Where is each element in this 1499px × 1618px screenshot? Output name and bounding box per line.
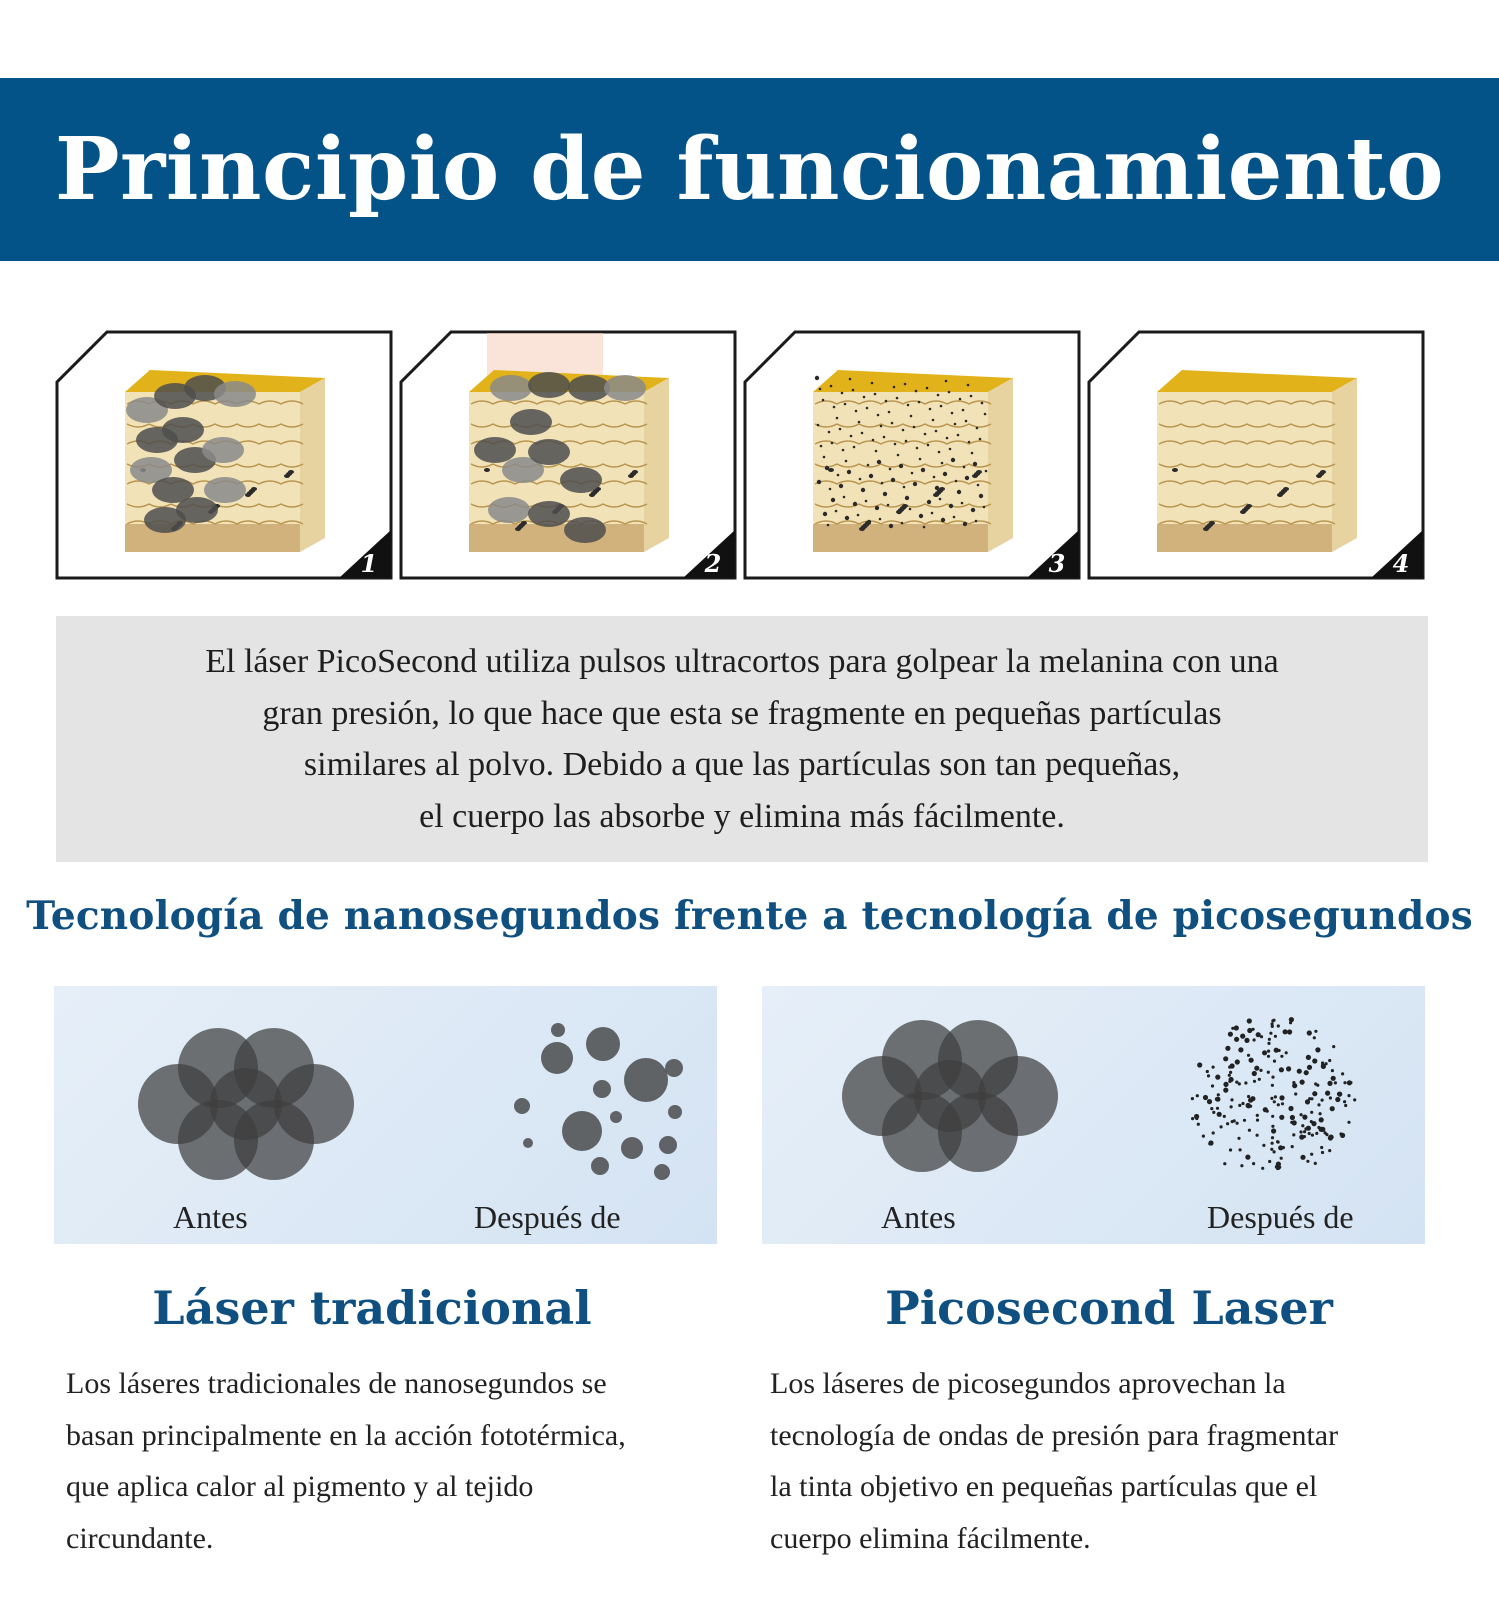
- skin-cube-illustration: [399, 330, 737, 580]
- text-line: que aplica calor al pigmento y al tejido: [66, 1470, 534, 1503]
- before-pigment-cluster-icon: [842, 1020, 1058, 1172]
- traditional-particles-illustration: [54, 986, 717, 1191]
- step-panel-3: [743, 330, 1081, 580]
- description-box: [56, 616, 1428, 862]
- text-line: Los láseres tradicionales de nanosegundos se: [66, 1367, 607, 1400]
- after-label: Después de: [1207, 1199, 1354, 1235]
- picosecond-laser-description: [770, 1358, 1450, 1564]
- traditional-comparison-box: [54, 986, 717, 1244]
- description-line: gran presión, lo que hace que esta se fragmente en pequeñas partículas: [262, 694, 1222, 732]
- page-title: Principio de funcionamiento: [54, 119, 1445, 220]
- description-line: similares al polvo. Debido a que las partículas son tan pequeñas,: [303, 746, 1181, 783]
- traditional-laser-title: Láser tradicional: [152, 1281, 592, 1335]
- step-number: 2: [704, 549, 722, 578]
- text-line: Los láseres de picosegundos aprovechan la: [770, 1367, 1286, 1400]
- before-label: Antes: [173, 1199, 248, 1235]
- comparison-title: Tecnología de nanosegundos frente a tecnología de picosegundos: [26, 893, 1473, 939]
- before-label: Antes: [881, 1199, 956, 1235]
- after-fine-dust-icon: [1191, 1017, 1357, 1170]
- step-panel-2: [399, 330, 737, 580]
- step-panel-1: [55, 330, 393, 580]
- skin-cube-illustration: [1087, 330, 1425, 580]
- traditional-laser-description: [66, 1358, 746, 1564]
- skin-cube-illustration: [55, 330, 393, 580]
- before-pigment-cluster-icon: [138, 1028, 354, 1180]
- step-number: 1: [360, 549, 378, 578]
- picosecond-laser-title: Picosecond Laser: [885, 1281, 1333, 1335]
- text-line: cuerpo elimina fácilmente.: [770, 1521, 1091, 1555]
- text-line: la tinta objetivo en pequeñas partículas que el: [770, 1470, 1318, 1503]
- picosecond-comparison-box: [762, 986, 1425, 1244]
- step-panel-4: [1087, 330, 1425, 580]
- text-line: circundante.: [66, 1521, 214, 1555]
- picosecond-particles-illustration: [762, 986, 1425, 1191]
- description-line: El láser PicoSecond utiliza pulsos ultracortos para golpear la melanina con una: [205, 643, 1279, 680]
- step-number: 4: [1392, 549, 1410, 578]
- text-line: basan principalmente en la acción fototérmica,: [66, 1418, 626, 1452]
- header-banner: [0, 78, 1499, 261]
- text-line: tecnología de ondas de presión para fragmentar: [770, 1418, 1339, 1452]
- after-coarse-fragments-icon: [514, 1023, 683, 1180]
- after-label: Después de: [474, 1199, 621, 1235]
- description-line: el cuerpo las absorbe y elimina más fácilmente.: [419, 797, 1065, 835]
- skin-cube-illustration: [743, 330, 1081, 580]
- step-number: 3: [1048, 549, 1066, 578]
